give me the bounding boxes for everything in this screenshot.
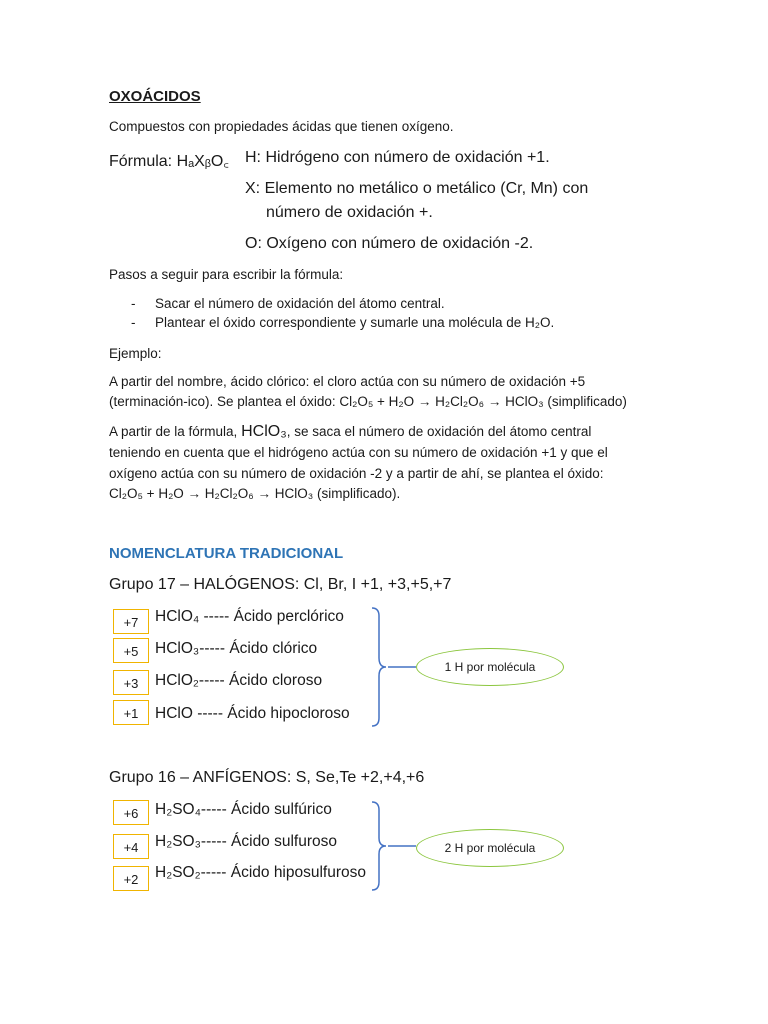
steps-heading: Pasos a seguir para escribir la fórmula:: [109, 267, 344, 282]
example-p2-line2: teniendo en cuenta que el hidrógeno actúa con su número de oxidación +1 y que el: [109, 445, 608, 460]
group17-heading: Grupo 17 – HALÓGENOS: Cl, Br, I +1, +3,+5,+7: [109, 576, 452, 593]
acid-name: HClO₂----- Ácido cloroso: [155, 672, 323, 689]
oxidation-box: +3: [113, 670, 149, 695]
oxidation-box: +5: [113, 638, 149, 663]
brace-group16: [370, 800, 420, 892]
intro-text: Compuestos con propiedades ácidas que tienen oxígeno.: [109, 119, 454, 134]
formula-o-line: O: Oxígeno con número de oxidación -2.: [245, 235, 534, 252]
example-p2-line1: [109, 423, 591, 441]
acid-name: H₂SO₄----- Ácido sulfúrico: [155, 801, 332, 818]
example-p1-line1: A partir del nombre, ácido clórico: el cloro actúa con su número de oxidación +5: [109, 374, 586, 389]
nomenclature-heading: NOMENCLATURA TRADICIONAL: [109, 545, 344, 562]
formula-h-line: H: Hidrógeno con número de oxidación +1.: [245, 149, 550, 166]
oxidation-box: +1: [113, 700, 149, 725]
example-p2-line4: Cl₂O₅ + H₂O → H₂Cl₂O₆ → HClO₃ (simplificado).: [109, 486, 401, 501]
h-per-molecule-note: 1 H por molécula: [416, 648, 564, 686]
example-p2-line3: oxígeno actúa con su número de oxidación -2 y a partir de ahí, se plantea el óxido:: [109, 466, 604, 481]
oxidation-box: +2: [113, 866, 149, 891]
step-item: - Plantear el óxido correspondiente y sumarle una molécula de H₂O.: [155, 315, 554, 330]
acid-name: HClO₃----- Ácido clórico: [155, 640, 318, 657]
h-per-molecule-note: 2 H por molécula: [416, 829, 564, 867]
example-heading: Ejemplo:: [109, 346, 162, 361]
example-p1-line2: (terminación-ico). Se plantea el óxido: Cl₂O₅ + H₂O → H₂Cl₂O₆ → HClO₃ (simplificado): [109, 394, 627, 409]
example-p2-suffix: , se saca el número de oxidación del átomo central: [286, 424, 592, 439]
formula-label: Fórmula: HₐXᵦO꜀: [109, 153, 229, 170]
brace-group17: [370, 606, 420, 728]
group16-heading: Grupo 16 – ANFÍGENOS: S, Se,Te +2,+4,+6: [109, 769, 425, 786]
example-p2-prefix: A partir de la fórmula,: [109, 424, 238, 439]
page-title: OXOÁCIDOS: [109, 88, 201, 105]
step-item: - Sacar el número de oxidación del átomo central.: [155, 296, 445, 311]
acid-name: H₂SO₃----- Ácido sulfuroso: [155, 833, 338, 850]
acid-name: HClO ----- Ácido hipocloroso: [155, 705, 350, 722]
acid-name: HClO₄ ----- Ácido perclórico: [155, 608, 344, 625]
formula-x-line-1: X: Elemento no metálico o metálico (Cr, Mn) con: [245, 180, 589, 197]
oxidation-box: +4: [113, 834, 149, 859]
acid-name: H₂SO₂----- Ácido hiposulfuroso: [155, 864, 367, 881]
oxidation-box: +6: [113, 800, 149, 825]
example-p2-formula: HClO₃: [241, 423, 287, 440]
formula-x-line-2: número de oxidación +.: [266, 204, 433, 221]
oxidation-box: +7: [113, 609, 149, 634]
